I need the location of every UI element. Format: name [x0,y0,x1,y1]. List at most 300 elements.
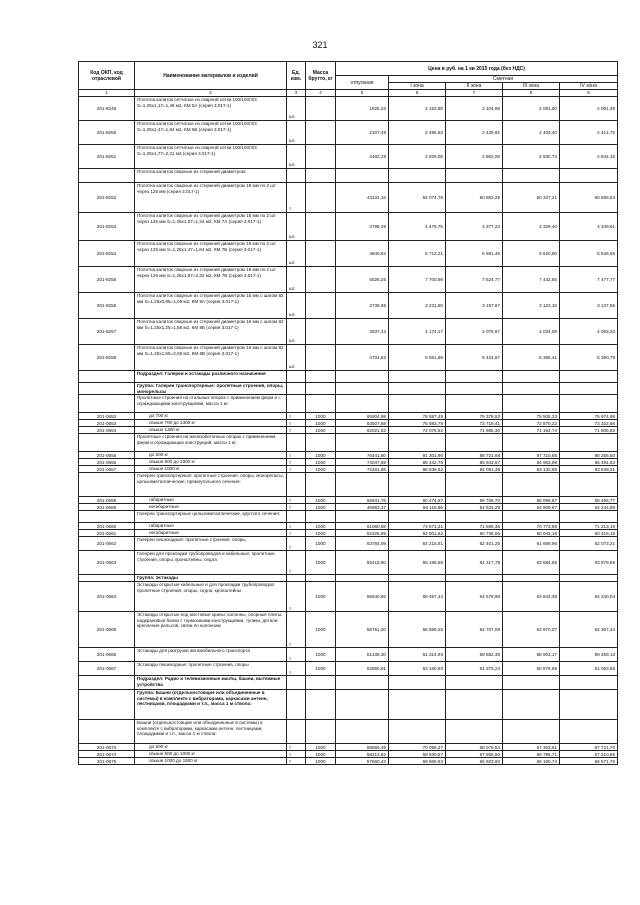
cell-zone-3-price: 61 689,96 [503,537,560,551]
cell-zone-4-price [560,434,618,452]
cell-code [79,511,135,523]
cell-release-price: 6526,25 [336,267,389,293]
table-row [79,511,618,523]
cell-zone-3-price: 53 909,67 [503,504,560,511]
cell-name: Эстакады пешеходные: пролетные строения, опоры [135,662,287,676]
cell-zone-2-price: 85 943,57 [446,459,503,466]
cell-zone-2-price: 73 719,41 [446,420,503,427]
cell-zone-2-price: 66 923,60 [446,758,503,765]
cell-unit: т [287,523,306,530]
cell-mass [306,434,336,452]
cell-release-price: 51335,30 [336,648,389,662]
cell-zone-4-price: 60 416,18 [560,530,618,537]
cell-zone-4-price: 5 390,79 [560,345,618,371]
cell-name: Группа: Башни (отдельностоящие или объединенные в системы) в комплекте с вибраторами, каркасами антенн, лестницами, площадками и т.п., масса 1 м ствола: [135,690,287,720]
table-row [79,213,618,241]
cell-name: Эстакады для разгрузки автомобильного транспорта [135,648,287,662]
cell-unit [287,511,306,523]
cell-zone-1-price: 4 174,17 [389,319,446,345]
cell-mass [306,183,336,213]
cell-unit [287,169,306,183]
cell-zone-2-price: 68 079,64 [446,744,503,751]
cell-zone-4-price: 71 213,19 [560,523,618,530]
cell-zone-2-price: 4 078,67 [446,319,503,345]
cell-mass [306,473,336,497]
cell-zone-3-price [503,511,560,523]
header-unit: Ед. изм. [287,62,306,90]
cell-zone-2-price: 3 157,67 [446,293,503,319]
table-row [79,345,618,371]
cell-zone-4-price: 4 349,91 [560,213,618,241]
cell-zone-3-price [503,434,560,452]
cell-zone-3-price: 5 520,50 [503,241,560,267]
cell-name: Группа: Галереи транспортерные: пролетные строения, опоры, монорельсы [135,383,287,395]
cell-unit: т [287,452,306,459]
table-row [79,720,618,744]
cell-zone-3-price: 63 584,66 [503,551,560,575]
cell-unit [287,575,306,582]
cell-name: Полотна калиток сварные из стержней диаметром 16 мм с шагом 82 мм S=1,25х1,25=1,56 м2, КМ 8Б (серия 3.017-1) [135,319,287,345]
cell-zone-2-price: 50 883,25 [446,183,503,213]
cell-zone-2-price [446,169,503,183]
cell-zone-1-price: 2 929,05 [389,145,446,169]
header-zone-4: IV зона [560,83,618,90]
cell-unit: т [287,648,306,662]
cell-zone-3-price [503,395,560,413]
cell-zone-1-price: 61 314,93 [389,648,446,662]
cell-zone-2-price [446,720,503,744]
cell-code: 201-0663 [79,551,135,575]
cell-zone-2-price: 62 401,25 [446,537,503,551]
cell-code: 201-8252 [79,183,135,213]
cell-unit: т [287,530,306,537]
cell-zone-1-price: 56 118,86 [389,504,446,511]
cell-unit: т [287,537,306,551]
cell-release-price: 72461,98 [336,466,389,473]
cell-release-price: 55415,90 [336,551,389,575]
cell-release-price: 53784,09 [336,537,389,551]
cell-name: Полотна калиток сварные из стержней диаметром 16 мм с шагом 82 мм S=1,25х1,65=2,06 м2, КМ 8В (серия 3.017-1) [135,345,287,371]
cell-name: свыше 500 до 1000 кг [135,459,287,466]
cell-mass [306,267,336,293]
cell-zone-4-price: 61 053,56 [560,662,618,676]
column-number: 5 [336,90,389,97]
cell-name: Полотна калиток сварные из стержней диаметром 18 мм по 2 шт через 125 мм S=1,25х1,87=2,34 м2, КМ 7В (серия 3.017-1) [135,267,287,293]
cell-zone-2-price [446,575,503,582]
table-row [79,758,618,765]
cell-zone-1-price: 66 188,65 [389,551,446,575]
cell-zone-1-price: 88 442,78 [389,459,446,466]
cell-code [79,383,135,395]
table-row [79,551,618,575]
cell-code: 201-0662 [79,537,135,551]
cell-mass: 1000 [306,551,336,575]
cell-release-price: 56631,76 [336,497,389,504]
cell-zone-3-price: 72 870,22 [503,420,560,427]
cell-mass [306,575,336,582]
cell-mass: 1000 [306,582,336,612]
cell-name: свыше 1300 кг [135,427,287,434]
cell-code [79,434,135,452]
cell-zone-3-price: 50 327,21 [503,183,560,213]
cell-unit: т [287,466,306,473]
table-row [79,169,618,183]
cell-unit: т [287,662,306,676]
cell-zone-4-price: 85 491,83 [560,459,618,466]
cell-zone-3-price: 58 095,67 [503,497,560,504]
cell-mass: 1000 [306,758,336,765]
cell-zone-2-price [446,511,503,523]
cell-zone-3-price: 63 970,07 [503,612,560,648]
cell-zone-3-price [503,473,560,497]
cell-name: Галереи для прокладки трубопроводов и кабельные: пролетные строения, опоры, кронштейны, седла [135,551,287,575]
cell-zone-2-price: 2 104,59 [446,97,503,121]
cell-zone-1-price [389,720,446,744]
cell-zone-2-price [446,395,503,413]
cell-code: 201-0673 [79,744,135,751]
cell-release-price: 57660,43 [336,758,389,765]
cell-release-price [336,676,389,690]
cell-release-price: 52880,91 [336,662,389,676]
cell-zone-1-price: 69 530,57 [389,751,446,758]
cell-zone-2-price: 5 581,49 [446,241,503,267]
cell-zone-2-price: 71 589,36 [446,523,503,530]
table-row [79,530,618,537]
cell-code: 201-8258 [79,345,135,371]
header-code: Код ОКП, код отраслевой [79,62,135,90]
cell-zone-2-price [446,371,503,383]
cell-unit: т [287,744,306,751]
cell-zone-2-price: 58 765,70 [446,497,503,504]
cell-mass [306,690,336,720]
cell-name: Полотна калиток сварные из стержней диаметром 18 мм по 2 шт через 125 мм S=1,25х1,07=1,34 м2, КМ 7А (серия 3.017-1) [135,213,287,241]
cell-zone-3-price [503,690,560,720]
cell-unit: шт. [287,241,306,267]
cell-unit [287,371,306,383]
cell-unit: т [287,459,306,466]
cell-zone-2-price: 64 317,78 [446,551,503,575]
cell-unit: шт. [287,121,306,145]
cell-name: Галереи транспортерные цельнометаллические, круглого сечения: [135,511,287,523]
cell-release-price: 58856,49 [336,744,389,751]
cell-zone-4-price: 54 244,89 [560,504,618,511]
table-row [79,497,618,504]
price-table [78,61,618,765]
cell-release-price: 55751,20 [336,612,389,648]
cell-zone-1-price: 75 883,78 [389,420,446,427]
cell-mass: 1000 [306,459,336,466]
cell-code: 201-0653 [79,420,135,427]
cell-release-price: 58213,82 [336,751,389,758]
cell-zone-2-price: 60 735,55 [446,530,503,537]
cell-name: Эстакады открытые под мостовые краны: колонны, опорные плиты, надкрановые балки с тормозными конструкциями, тупики, детали крепления рельсов, связи по колоннам [135,612,287,648]
cell-zone-1-price: 66 589,25 [389,612,446,648]
cell-code: 201-0656 [79,459,135,466]
cell-unit: шт. [287,267,306,293]
cell-zone-1-price: 64 215,81 [389,537,446,551]
column-number: 7 [446,90,503,97]
cell-unit [287,383,306,395]
cell-mass [306,383,336,395]
cell-mass: 1000 [306,504,336,511]
table-row [79,420,618,427]
header-release: отпускная [336,76,389,90]
cell-release-price: 1825,33 [336,97,389,121]
cell-mass [306,371,336,383]
cell-zone-4-price [560,473,618,497]
cell-name: негабаритные [135,530,287,537]
cell-mass [306,213,336,241]
cell-zone-1-price [389,676,446,690]
cell-unit: шт. [287,97,306,121]
cell-release-price [336,371,389,383]
cell-code [79,169,135,183]
cell-zone-2-price: 88 721,68 [446,452,503,459]
table-row [79,582,618,612]
cell-unit: т [287,758,306,765]
cell-zone-2-price [446,676,503,690]
cell-zone-3-price [503,371,560,383]
cell-mass [306,511,336,523]
page-number: 321 [312,40,328,50]
table-row [79,241,618,267]
table-row [79,744,618,751]
cell-release-price [336,720,389,744]
cell-unit [287,434,306,452]
cell-release-price: 44131,16 [336,183,389,213]
cell-zone-3-price [503,575,560,582]
cell-code: 201-0655 [79,452,135,459]
cell-zone-3-price [503,676,560,690]
cell-zone-2-price: 7 524,77 [446,267,503,293]
cell-unit: т [287,582,306,612]
cell-zone-1-price: 62 501,62 [389,530,446,537]
table-row [79,648,618,662]
cell-mass [306,345,336,371]
cell-zone-2-price: 2 429,92 [446,121,503,145]
cell-code: 201-0660 [79,523,135,530]
cell-zone-1-price: 66 457,44 [389,582,446,612]
cell-zone-4-price [560,383,618,395]
cell-code: 201-8257 [79,319,135,345]
cell-zone-3-price: 71 164,74 [503,427,560,434]
cell-mass: 1000 [306,662,336,676]
cell-zone-4-price [560,720,618,744]
cell-unit: т [287,183,306,213]
cell-unit: т [287,612,306,648]
cell-zone-3-price [503,720,560,744]
cell-zone-4-price: 7 477,77 [560,267,618,293]
cell-zone-3-price: 67 303,61 [503,744,560,751]
cell-zone-2-price [446,434,503,452]
header-estimate: Сметная [389,76,618,83]
cell-mass [306,241,336,267]
cell-name: Подраздел: Галереи и эстакады различного назначения [135,371,287,383]
cell-zone-1-price: 91 301,90 [389,452,446,459]
cell-name: до 700 кг [135,413,287,420]
table-row [79,319,618,345]
header-name: Наименование материалов и изделий [135,62,287,90]
cell-release-price: 63507,68 [336,420,389,427]
cell-name: Пролетные строения на железобетонных опорах с применением ферм и ограждающих конструкций, масса 1 м: [135,434,287,452]
cell-zone-4-price: 3 137,95 [560,293,618,319]
cell-zone-1-price [389,383,446,395]
cell-zone-2-price: 71 985,30 [446,427,503,434]
cell-name: Пролетные строения на стальных опорах с применением ферм и с ограждающими конструкциями, масса 1 м: [135,395,287,413]
cell-zone-3-price: 60 676,59 [503,662,560,676]
cell-unit: шт. [287,319,306,345]
cell-mass: 1000 [306,452,336,459]
cell-release-price: 62021,52 [336,427,389,434]
table-row [79,662,618,676]
cell-code: 201-0661 [79,530,135,537]
cell-code: 201-0659 [79,504,135,511]
column-number: 8 [503,90,560,97]
cell-mass [306,319,336,345]
cell-code [79,720,135,744]
cell-mass: 1000 [306,420,336,427]
cell-code [79,473,135,497]
cell-zone-4-price: 5 546,65 [560,241,618,267]
cell-zone-3-price: 2 403,40 [503,121,560,145]
cell-release-price: 3537,43 [336,319,389,345]
cell-zone-4-price: 2 091,48 [560,97,618,121]
cell-zone-3-price: 70 773,55 [503,523,560,530]
cell-zone-1-price: 4 479,75 [389,213,446,241]
cell-unit [287,676,306,690]
cell-code [79,575,135,582]
cell-unit: т [287,497,306,504]
cell-name: Башни (отдельностоящие или объединенные в системы) в комплекте с вибраторами, каркасами антенн, лестницами, площадками и т.п., масса 1 м ствола: [135,720,287,744]
cell-name: Полотна калиток сварные из стержней диаметром 16 мм с шагом 82 мм S=1,25х0,85=1,06 м2, КМ 8А (серия 3.017-1) [135,293,287,319]
cell-zone-1-price [389,511,446,523]
cell-release-price: 4840,84 [336,241,389,267]
cell-zone-2-price [446,690,503,720]
cell-zone-4-price: 50 565,53 [560,183,618,213]
cell-mass [306,720,336,744]
cell-name: Галереи пешеходные: пролетные строения, опоры [135,537,287,551]
cell-release-price [336,169,389,183]
cell-name: габаритные [135,523,287,530]
cell-unit: т [287,751,306,758]
cell-zone-4-price: 64 240,04 [560,582,618,612]
cell-release-price [336,575,389,582]
cell-release-price: 46983,37 [336,504,389,511]
cell-zone-2-price: 4 377,23 [446,213,503,241]
cell-zone-3-price [503,383,560,395]
cell-code: 201-8249 [79,97,135,121]
cell-zone-4-price: 62 073,21 [560,537,618,551]
table-row [79,183,618,213]
cell-release-price [336,395,389,413]
cell-zone-4-price: 58 455,77 [560,497,618,504]
cell-name: Полотна калиток сетчатые из сварной сетки 100/100/3/3 S=1,25х1,17=1,46 м2, КМ 5А (серия 3.017-1) [135,97,287,121]
cell-zone-2-price: 64 578,98 [446,582,503,612]
cell-zone-4-price: 75 974,98 [560,413,618,420]
table-row [79,395,618,413]
section-row [79,690,618,720]
cell-zone-1-price [389,473,446,497]
table-row [79,293,618,319]
cell-zone-1-price: 60 474,57 [389,497,446,504]
header-price-group: Цена в руб. на 1 кв 2015 года (без НДС) [336,62,618,76]
cell-mass: 1000 [306,744,336,751]
cell-name: Полотна калиток сварные из стержней диаметром: [135,169,287,183]
column-number: 3 [287,90,306,97]
cell-mass [306,145,336,169]
cell-mass: 1000 [306,427,336,434]
cell-unit: т [287,551,306,575]
cell-zone-4-price: 59 269,13 [560,648,618,662]
cell-unit: т [287,413,306,420]
cell-mass [306,676,336,690]
cell-code: 201-0654 [79,427,135,434]
cell-code: 201-8255 [79,267,135,293]
cell-name: Подраздел: Радио и телевизионные мачты, башни, вытяжные устройства [135,676,287,690]
cell-zone-2-price: 59 582,38 [446,648,503,662]
cell-code: 201-8254 [79,241,135,267]
cell-release-price: 4704,83 [336,345,389,371]
cell-name: до 500 кг [135,744,287,751]
column-number: 9 [560,90,618,97]
cell-zone-4-price: 63 979,68 [560,551,618,575]
cell-name: негабаритные [135,504,287,511]
cell-zone-1-price [389,169,446,183]
cell-zone-4-price: 2 414,75 [560,121,618,145]
table-row [79,751,618,758]
cell-mass: 1000 [306,413,336,420]
cell-zone-3-price: 58 903,17 [503,648,560,662]
cell-mass [306,395,336,413]
cell-name: свыше 500 до 1000 кг [135,751,287,758]
table-row [79,466,618,473]
cell-zone-3-price: 83 132,85 [503,466,560,473]
cell-release-price: 2482,29 [336,145,389,169]
cell-unit: шт. [287,213,306,241]
cell-zone-3-price: 2 081,60 [503,97,560,121]
cell-zone-1-price: 2 153,90 [389,97,446,121]
cell-mass: 1000 [306,751,336,758]
cell-name: габаритные [135,497,287,504]
cell-unit: шт. [287,145,306,169]
cell-name: Полотна калиток сетчатые из сварной сетки 100/100/3/3 S=1,25х1,47=1,84 м2, КМ 6Б (серия 3.017-1) [135,121,287,145]
cell-zone-3-price: 5 365,41 [503,345,560,371]
cell-zone-3-price: 63 843,36 [503,582,560,612]
cell-name: Полотна калиток сварные из стержней диаметром 18 мм по 2 шт через 125 мм (серия 3.017-1) [135,183,287,213]
cell-release-price [336,473,389,497]
cell-zone-3-price: 66 795,71 [503,751,560,758]
cell-zone-4-price [560,676,618,690]
cell-name: до 500 кг [135,452,287,459]
cell-release-price [336,690,389,720]
cell-mass [306,121,336,145]
cell-zone-1-price: 3 231,60 [389,293,446,319]
cell-zone-4-price: 67 721,70 [560,744,618,751]
cell-zone-3-price: 2 830,74 [503,145,560,169]
cell-zone-1-price: 68 869,63 [389,758,446,765]
cell-release-price: 2107,49 [336,121,389,145]
cell-mass: 1000 [306,530,336,537]
cell-zone-4-price: 67 210,65 [560,751,618,758]
cell-zone-4-price [560,395,618,413]
cell-zone-4-price: 2 844,15 [560,145,618,169]
cell-zone-1-price: 73 671,31 [389,523,446,530]
table-row [79,427,618,434]
section-row [79,676,618,690]
cell-code: 201-8251 [79,145,135,169]
cell-zone-1-price [389,395,446,413]
cell-zone-1-price [389,690,446,720]
